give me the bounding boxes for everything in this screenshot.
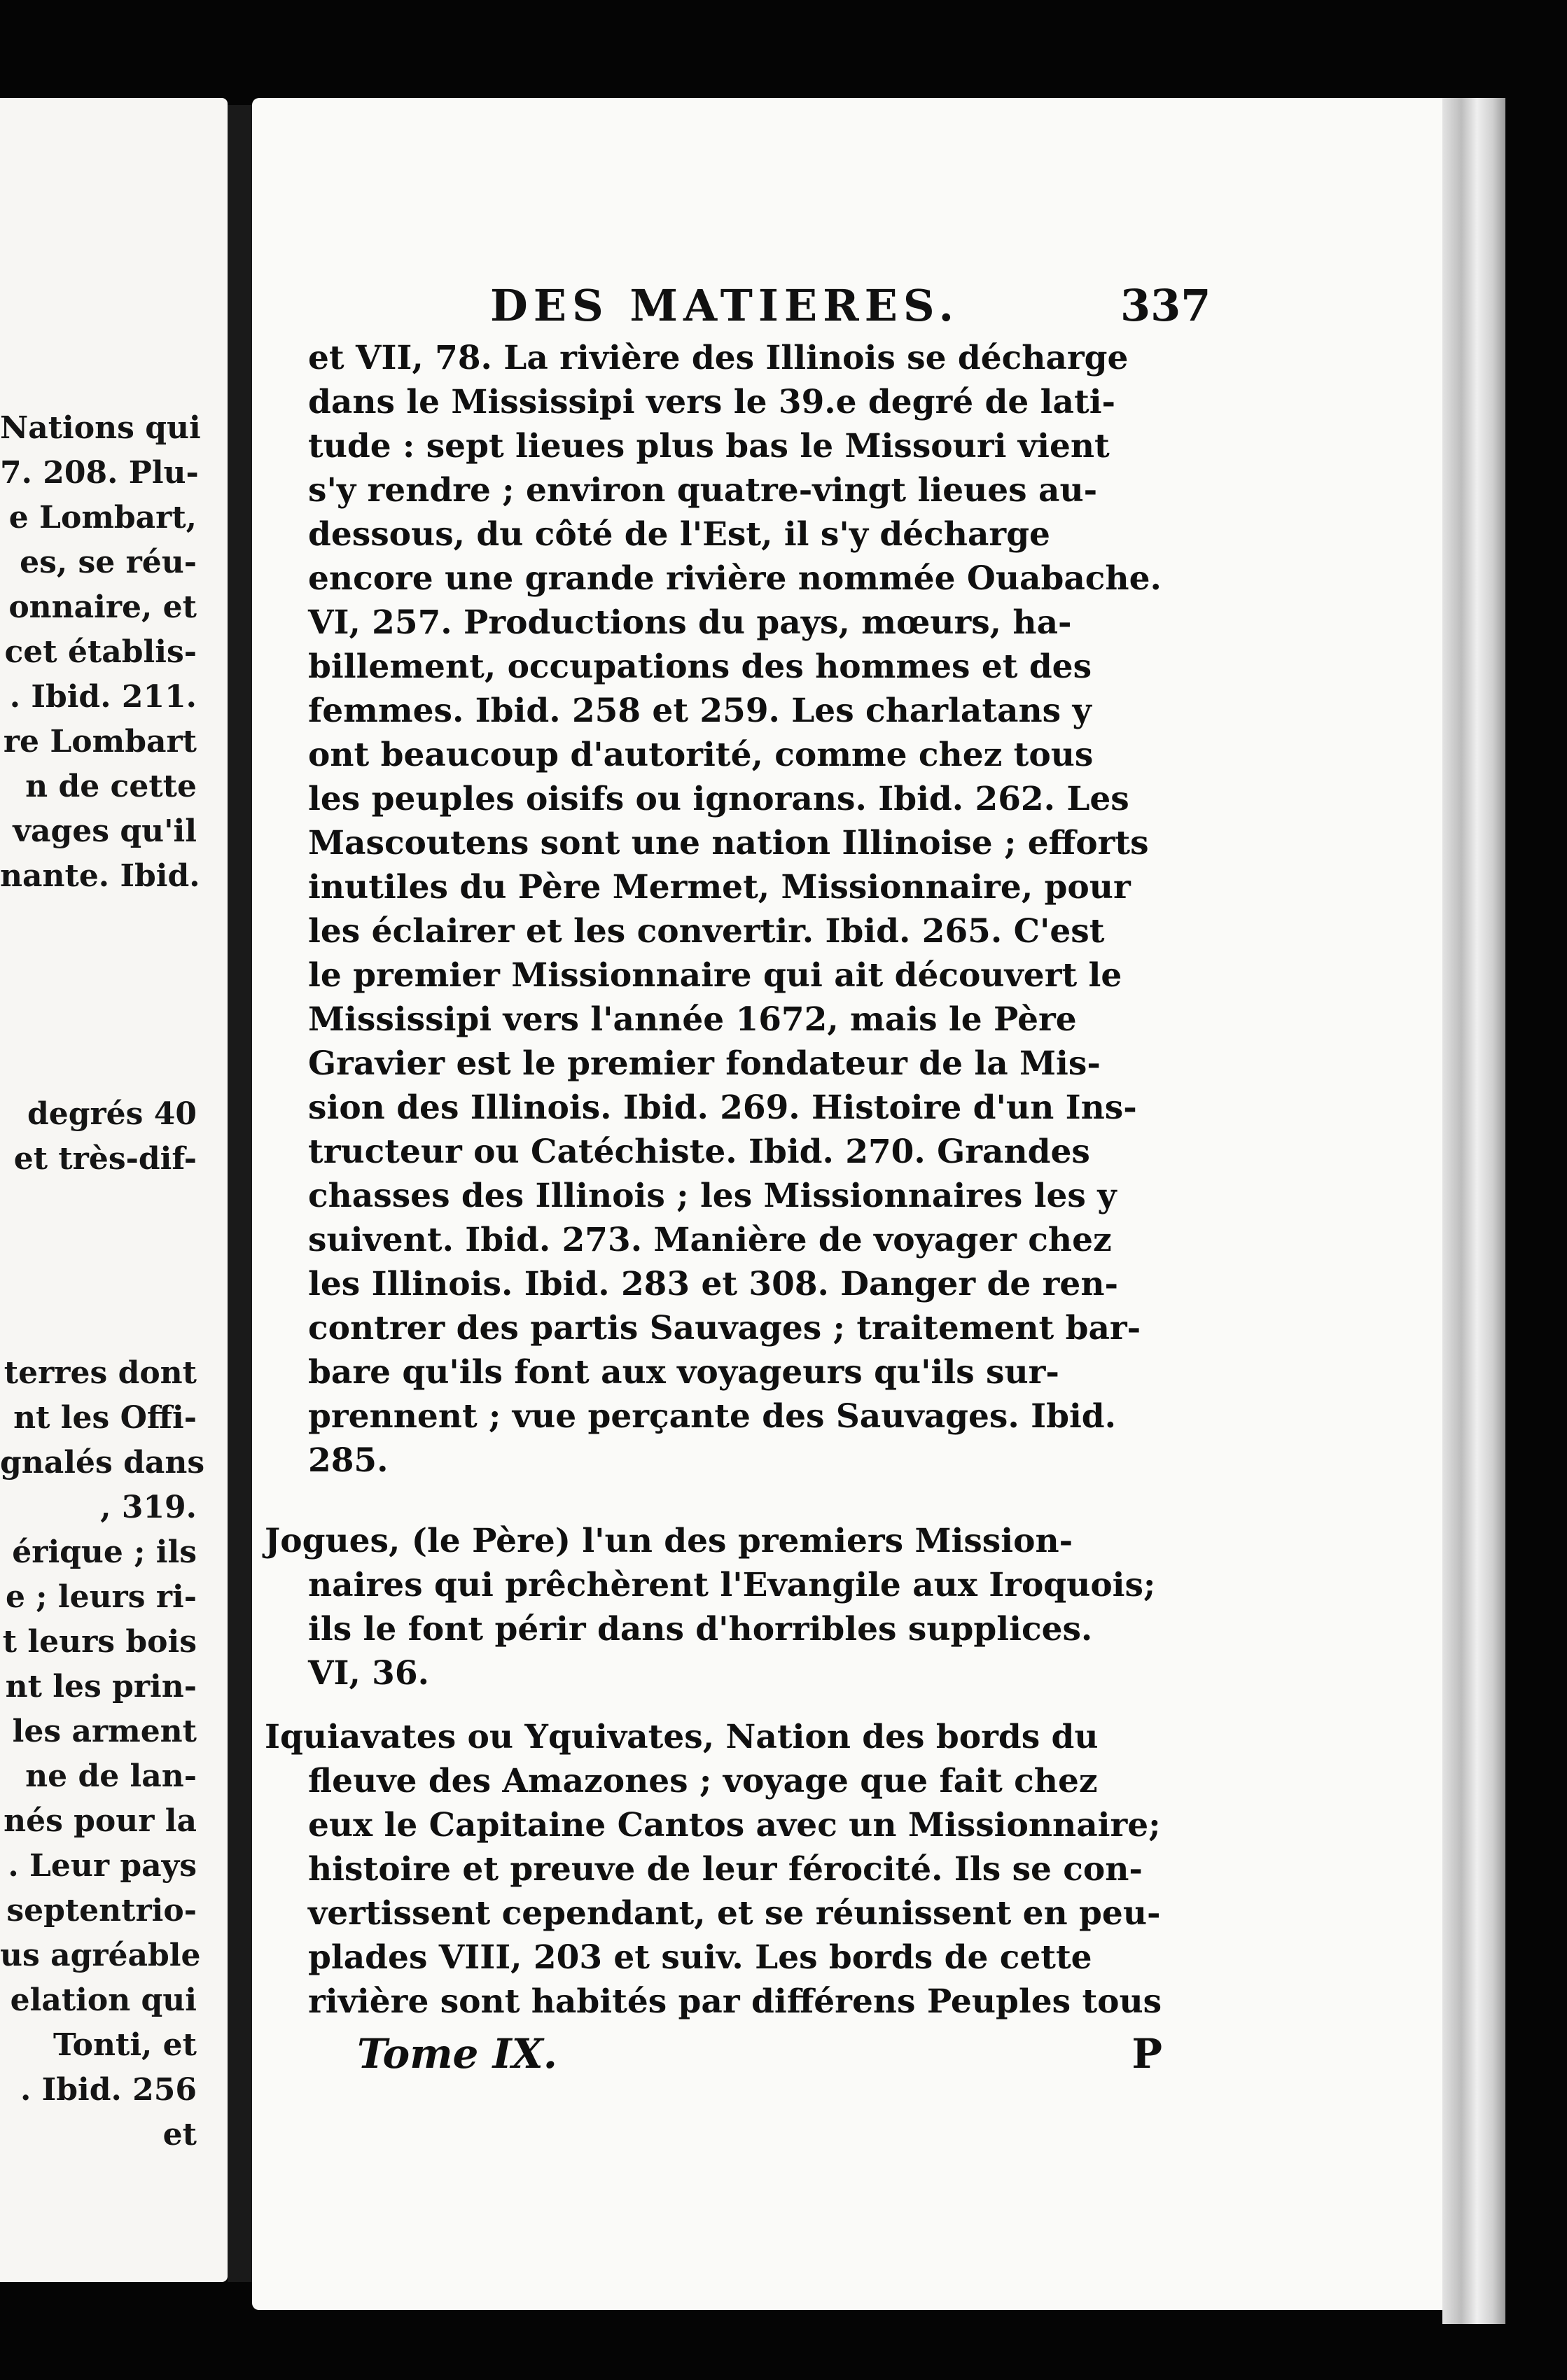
index-line: chasses des Illinois ; les Missionnaires les y bbox=[308, 1177, 1117, 1215]
index-line: tructeur ou Catéchiste. Ibid. 270. Grandes bbox=[308, 1133, 1090, 1171]
left-line: , 319. bbox=[100, 1490, 197, 1525]
left-line: es, se réu- bbox=[20, 545, 197, 580]
left-line: re Lombart bbox=[3, 724, 197, 760]
left-line: les arment bbox=[12, 1714, 197, 1749]
left-line: degrés 40 bbox=[27, 1096, 197, 1132]
left-facing-page bbox=[0, 98, 228, 2282]
left-line: nt les Offi- bbox=[13, 1400, 197, 1436]
left-line: gnalés dans bbox=[0, 1445, 205, 1480]
index-line: s'y rendre ; environ quatre-vingt lieues au- bbox=[308, 471, 1098, 510]
left-line: elation qui bbox=[10, 1982, 197, 2018]
index-line: sion des Illinois. Ibid. 269. Histoire d'un Ins- bbox=[308, 1088, 1137, 1127]
entry-jogues-line: VI, 36. bbox=[308, 1654, 429, 1693]
page-number: 337 bbox=[1120, 280, 1211, 331]
index-line: contrer des partis Sauvages ; traitement bar- bbox=[308, 1309, 1141, 1348]
left-line: et bbox=[162, 2117, 197, 2152]
left-line: 7. 208. Plu- bbox=[0, 455, 199, 491]
entry-iquiavates-line: rivière sont habités par différens Peuples tous bbox=[308, 1982, 1162, 2021]
entry-jogues-line: Jogues, (le Père) l'un des premiers Mission- bbox=[265, 1522, 1073, 1560]
index-line: et VII, 78. La rivière des Illinois se décharge bbox=[308, 339, 1129, 377]
left-line: cet établis- bbox=[4, 634, 197, 670]
index-line: les éclairer et les convertir. Ibid. 265. C'est bbox=[308, 912, 1105, 951]
index-line: prennent ; vue perçante des Sauvages. Ibid. bbox=[308, 1397, 1117, 1436]
left-line: e ; leurs ri- bbox=[5, 1579, 197, 1615]
left-line: onnaire, et bbox=[8, 589, 197, 625]
index-line: les peuples oisifs ou ignorans. Ibid. 262. Les bbox=[308, 780, 1129, 818]
entry-iquiavates-line: histoire et preuve de leur férocité. Ils se con- bbox=[308, 1850, 1143, 1889]
index-line: tude : sept lieues plus bas le Missouri vient bbox=[308, 427, 1110, 465]
index-line: ont beaucoup d'autorité, comme chez tous bbox=[308, 736, 1094, 774]
index-line: femmes. Ibid. 258 et 259. Les charlatans y bbox=[308, 692, 1092, 730]
left-line: . Ibid. 256 bbox=[20, 2072, 197, 2108]
left-line: e Lombart, bbox=[8, 500, 197, 536]
index-line: les Illinois. Ibid. 283 et 308. Danger de ren- bbox=[308, 1265, 1119, 1303]
running-head: DES MATIERES. bbox=[490, 280, 960, 331]
left-line: et très-dif- bbox=[13, 1141, 197, 1177]
index-line: 285. bbox=[308, 1441, 389, 1480]
index-line: Gravier est le premier fondateur de la Mis- bbox=[308, 1044, 1101, 1083]
left-page-text-block-3 bbox=[0, 1351, 228, 2157]
left-line: vages qu'il bbox=[13, 813, 197, 849]
left-page-text-block-2 bbox=[0, 1092, 228, 1182]
entry-iquiavates-line: Iquiavates ou Yquivates, Nation des bords du bbox=[265, 1718, 1099, 1756]
left-line: . Leur pays bbox=[8, 1848, 197, 1884]
index-line: bare qu'ils font aux voyageurs qu'ils sur- bbox=[308, 1353, 1059, 1392]
left-line: septentrio- bbox=[6, 1893, 197, 1928]
index-line: Mascoutens sont une nation Illinoise ; efforts bbox=[308, 824, 1149, 862]
entry-jogues-line: naires qui prêchèrent l'Evangile aux Iroquois; bbox=[308, 1566, 1156, 1604]
index-line: billement, occupations des hommes et des bbox=[308, 648, 1092, 686]
left-page-text-block-1 bbox=[0, 406, 228, 899]
index-line: suivent. Ibid. 273. Manière de voyager chez bbox=[308, 1221, 1112, 1259]
entry-jogues-line: ils le font périr dans d'horribles supplices. bbox=[308, 1610, 1093, 1648]
entry-iquiavates-line: plades VIII, 203 et suiv. Les bords de cette bbox=[308, 1938, 1092, 1977]
page-edge-stack bbox=[1442, 98, 1505, 2324]
index-line: dans le Mississipi vers le 39.e degré de lati- bbox=[308, 383, 1116, 421]
index-line: VI, 257. Productions du pays, mœurs, ha- bbox=[308, 603, 1072, 642]
index-line: Mississipi vers l'année 1672, mais le Père bbox=[308, 1000, 1077, 1039]
left-line: t leurs bois bbox=[2, 1624, 197, 1660]
left-line: us agréable bbox=[0, 1938, 201, 1973]
left-line: nés pour la bbox=[4, 1803, 197, 1839]
left-line: érique ; ils bbox=[12, 1534, 197, 1570]
index-line: inutiles du Père Mermet, Missionnaire, pour bbox=[308, 868, 1131, 906]
left-line: terres dont bbox=[4, 1355, 197, 1391]
signature-line bbox=[357, 2030, 1162, 2078]
left-line: Nations qui bbox=[0, 410, 201, 446]
entry-iquiavates-line: vertissent cependant, et se réunissent en peu- bbox=[308, 1894, 1161, 1933]
signature-mark: P bbox=[1131, 2030, 1162, 2078]
index-line: dessous, du côté de l'Est, il s'y décharge bbox=[308, 515, 1050, 554]
left-line: ne de lan- bbox=[25, 1758, 197, 1794]
left-line: . Ibid. 211. bbox=[9, 679, 197, 715]
left-line: n de cette bbox=[25, 769, 197, 804]
left-line: nante. Ibid. bbox=[0, 858, 200, 894]
index-line: le premier Missionnaire qui ait découvert le bbox=[308, 956, 1122, 995]
volume-label: Tome IX. bbox=[357, 2030, 557, 2078]
entry-iquiavates-line: fleuve des Amazones ; voyage que fait chez bbox=[308, 1762, 1098, 1800]
index-line: encore une grande rivière nommée Ouabache. bbox=[308, 559, 1162, 598]
left-line: nt les prin- bbox=[5, 1669, 197, 1704]
entry-iquiavates-line: eux le Capitaine Cantos avec un Missionnaire; bbox=[308, 1806, 1161, 1844]
left-line: Tonti, et bbox=[53, 2027, 197, 2063]
